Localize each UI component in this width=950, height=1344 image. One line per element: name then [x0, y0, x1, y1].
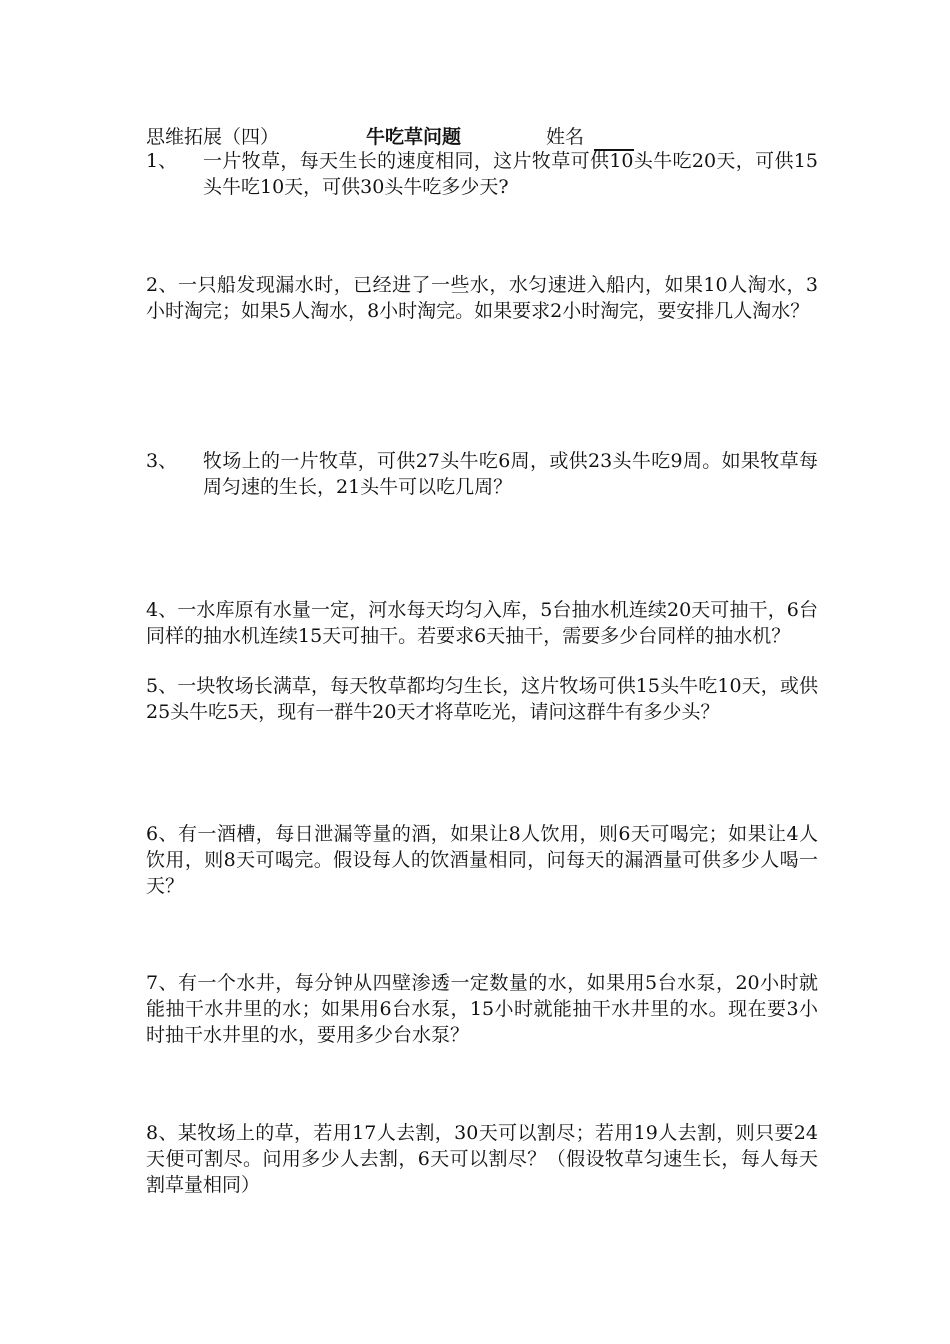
name-label: 姓名: [546, 126, 585, 148]
question-7: 7、有一个水井，每分钟从四壁渗透一定数量的水，如果用5台水泵，20小时就能抽干水井里的水；如果用6台水泵，15小时就能抽干水井里的水。现在要3小时抽干水井里的水，要用多少台水泵？: [146, 972, 818, 1046]
question-text: 一片牧草，每天生长的速度相同，这片牧草可供10头牛吃20天，可供15头牛吃10天，可供30头牛吃多少天?: [203, 150, 818, 198]
question-6: 6、有一酒槽，每日泄漏等量的酒，如果让8人饮用，则6天可喝完；如果让4人饮用，则8天可喝完。假设每人的饮酒量相同，问每天的漏酒量可供多少人喝一天？: [146, 823, 818, 897]
worksheet-title: 牛吃草问题: [366, 126, 462, 148]
question-5: 5、一块牧场长满草，每天牧草都均匀生长，这片牧场可供15头牛吃10天，或供25头牛吃5天，现有一群牛20天才将草吃光，请问这群牛有多少头？: [146, 675, 818, 723]
question-8: 8、某牧场上的草，若用17人去割，30天可以割尽；若用19人去割，则只要24天便可割尽。问用多少人去割，6天可以割尽？（假设牧草匀速生长，每人每天割草量相同）: [146, 1122, 818, 1196]
question-4: 4、一水库原有水量一定，河水每天均匀入库，5台抽水机连续20天可抽干，6台同样的抽水机连续15天可抽干。若要求6天抽干，需要多少台同样的抽水机？: [146, 599, 818, 647]
question-text: 牧场上的一片牧草，可供27头牛吃6周，或供23头牛吃9周。如果牧草每周匀速的生长，21头牛可以吃几周？: [203, 450, 818, 498]
question-2: 2、一只船发现漏水时，已经进了一些水，水匀速进入船内，如果10人淘水，3小时淘完；如果5人淘水，8小时淘完。如果要求2小时淘完，要安排几人淘水？: [146, 274, 818, 322]
series-label: 思维拓展（四）: [146, 126, 280, 148]
question-3: [146, 448, 818, 500]
question-number: 1、: [146, 150, 178, 172]
question-number: 3、: [146, 450, 178, 472]
question-1: [146, 148, 818, 200]
